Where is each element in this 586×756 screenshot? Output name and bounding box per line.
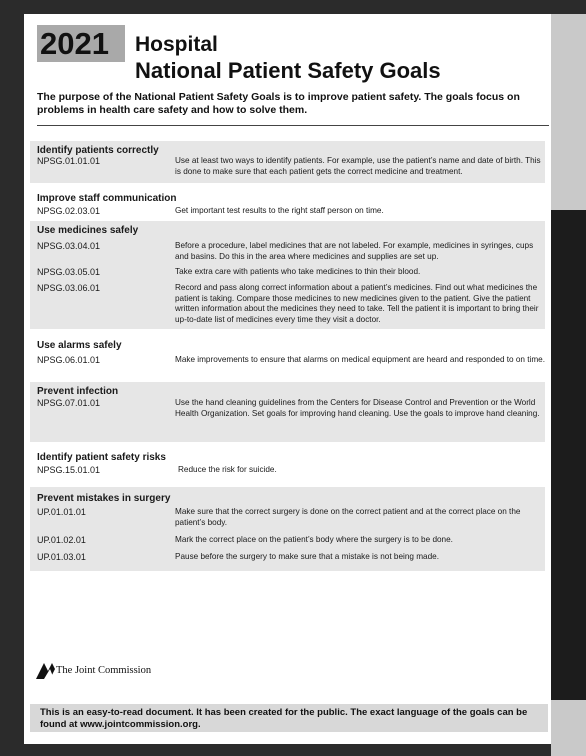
goal-code: NPSG.03.05.01 (37, 267, 101, 277)
goal-heading: Prevent mistakes in surgery (37, 493, 171, 504)
header-divider (37, 125, 549, 126)
goal-code: UP.01.01.01 (37, 507, 86, 517)
goal-heading: Prevent infection (37, 386, 119, 397)
goal-description: Reduce the risk for suicide. (178, 465, 277, 474)
goal-code: NPSG.15.01.01 (37, 465, 101, 475)
page-title-line1: Hospital (135, 33, 218, 56)
page-title-line2: National Patient Safety Goals (135, 58, 441, 83)
goal-description: Make sure that the correct surgery is done on the correct patient and at the correct place on the patient’s body. (175, 507, 521, 527)
goal-heading: Identify patient safety risks (37, 452, 166, 463)
goal-code: UP.01.02.01 (37, 535, 86, 545)
goal-code: UP.01.03.01 (37, 552, 86, 562)
right-edge-dark-band (551, 210, 586, 730)
intro-paragraph: The purpose of the National Patient Safety Goals is to improve patient safety. The goals focus on problems in health care safety and how to solve them. (37, 91, 520, 116)
right-edge-bottom-band (551, 700, 586, 756)
document-page (24, 14, 551, 744)
goal-description: Make improvements to ensure that alarms on medical equipment are heard and responded to on time. (175, 355, 546, 364)
goal-description: Before a procedure, label medicines that are not labeled. For example, medicines in syringes, cups and basins. Do this in the area where medicines and supplies are set up. (175, 241, 534, 261)
goal-code: NPSG.03.04.01 (37, 241, 101, 251)
year-label: 2021 (40, 26, 109, 61)
goal-description: Use the hand cleaning guidelines from the Centers for Disease Control and Prevention or the World Health Organization. Set goals for improving hand cleaning. Use the goals to improve hand cleaning. (175, 398, 540, 418)
goal-description: Record and pass along correct information about a patient’s medicines. Find out what medicines the patient is taking. Compare those medicines to new medicines given to the patient. Give the patient written information about the medicines they need to take. Tell the patient it is important to bring their up-to-date list of medicines every time they visit a doctor. (175, 283, 539, 324)
logo-text: The Joint Commission (56, 665, 152, 676)
goal-description: Use at least two ways to identify patients. For example, use the patient’s name and date of birth. This is done to make sure that each patient gets the correct medicine and treatment. (175, 156, 541, 176)
goal-code: NPSG.02.03.01 (37, 206, 101, 216)
goal-code: NPSG.07.01.01 (37, 398, 101, 408)
goal-description: Mark the correct place on the patient’s body where the surgery is to be done. (175, 535, 453, 544)
goal-description: Take extra care with patients who take medicines to thin their blood. (175, 267, 421, 276)
goal-heading: Improve staff communication (37, 193, 177, 204)
goal-code: NPSG.01.01.01 (37, 156, 101, 166)
goal-code: NPSG.06.01.01 (37, 355, 101, 365)
footer-note: This is an easy-to-read document. It has been created for the public. The exact language of the goals can be found at www.jointcommission.org. (40, 707, 528, 730)
goal-description: Pause before the surgery to make sure that a mistake is not being made. (175, 552, 439, 561)
goal-code: NPSG.03.06.01 (37, 283, 101, 293)
goal-heading: Identify patients correctly (37, 145, 159, 156)
goal-heading: Use medicines safely (37, 225, 139, 236)
goal-heading: Use alarms safely (37, 340, 122, 351)
goal-description: Get important test results to the right staff person on time. (175, 206, 384, 215)
right-edge-band (551, 14, 586, 210)
